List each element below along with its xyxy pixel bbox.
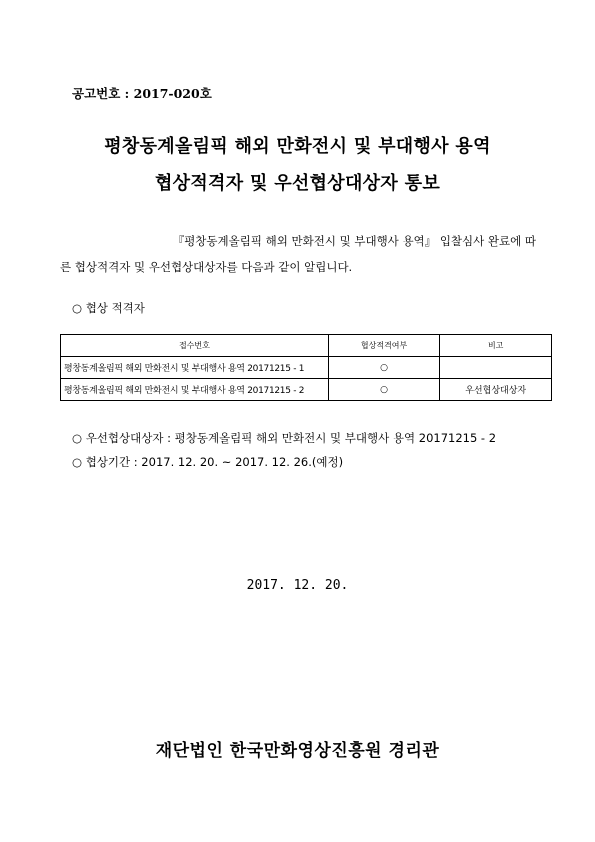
intro-text-line2: 른 협상적격자 및 우선협상대상자를 다음과 같이 알립니다. (60, 260, 353, 274)
document-title-line1: 평창동계올림픽 해외 만화전시 및 부대행사 용역 (104, 136, 491, 157)
negotiation-period-line: ○ 협상기간 : 2017. 12. 20. ~ 2017. 12. 26.(예정) (72, 455, 344, 469)
header-receipt-number: 접수번호 (61, 335, 329, 357)
eligibility-table (60, 334, 552, 401)
notice-number: 공고번호 : 2017-020호 (72, 86, 212, 101)
cell-note: 우선협상대상자 (440, 379, 552, 401)
header-eligibility: 협상적격여부 (328, 335, 440, 357)
section-eligible-heading: ○ 협상 적격자 (72, 301, 145, 315)
header-note: 비고 (440, 335, 552, 357)
cell-note (440, 357, 552, 379)
intro-text-line1: 『평창동계올림픽 해외 만화전시 및 부대행사 용역』 입찰심사 완료에 따 (172, 234, 536, 248)
document-title-line2: 협상적격자 및 우선협상대상자 통보 (154, 173, 441, 194)
cell-eligibility: ○ (328, 357, 440, 379)
priority-bidder-line: ○ 우선협상대상자 : 평창동계올림픽 해외 만화전시 및 부대행사 용역 20171215 - 2 (72, 431, 497, 445)
notice-date: 2017. 12. 20. (246, 578, 349, 593)
table-row (61, 357, 552, 379)
table-row (61, 379, 552, 401)
table-header-row (61, 335, 552, 357)
cell-eligibility: ○ (328, 379, 440, 401)
cell-receipt-number: 평창동계올림픽 해외 만화전시 및 부대행사 용역 20171215 - 1 (61, 357, 329, 379)
cell-receipt-number: 평창동계올림픽 해외 만화전시 및 부대행사 용역 20171215 - 2 (61, 379, 329, 401)
issuing-organization: 재단법인 한국만화영상진흥원 경리관 (155, 741, 440, 761)
